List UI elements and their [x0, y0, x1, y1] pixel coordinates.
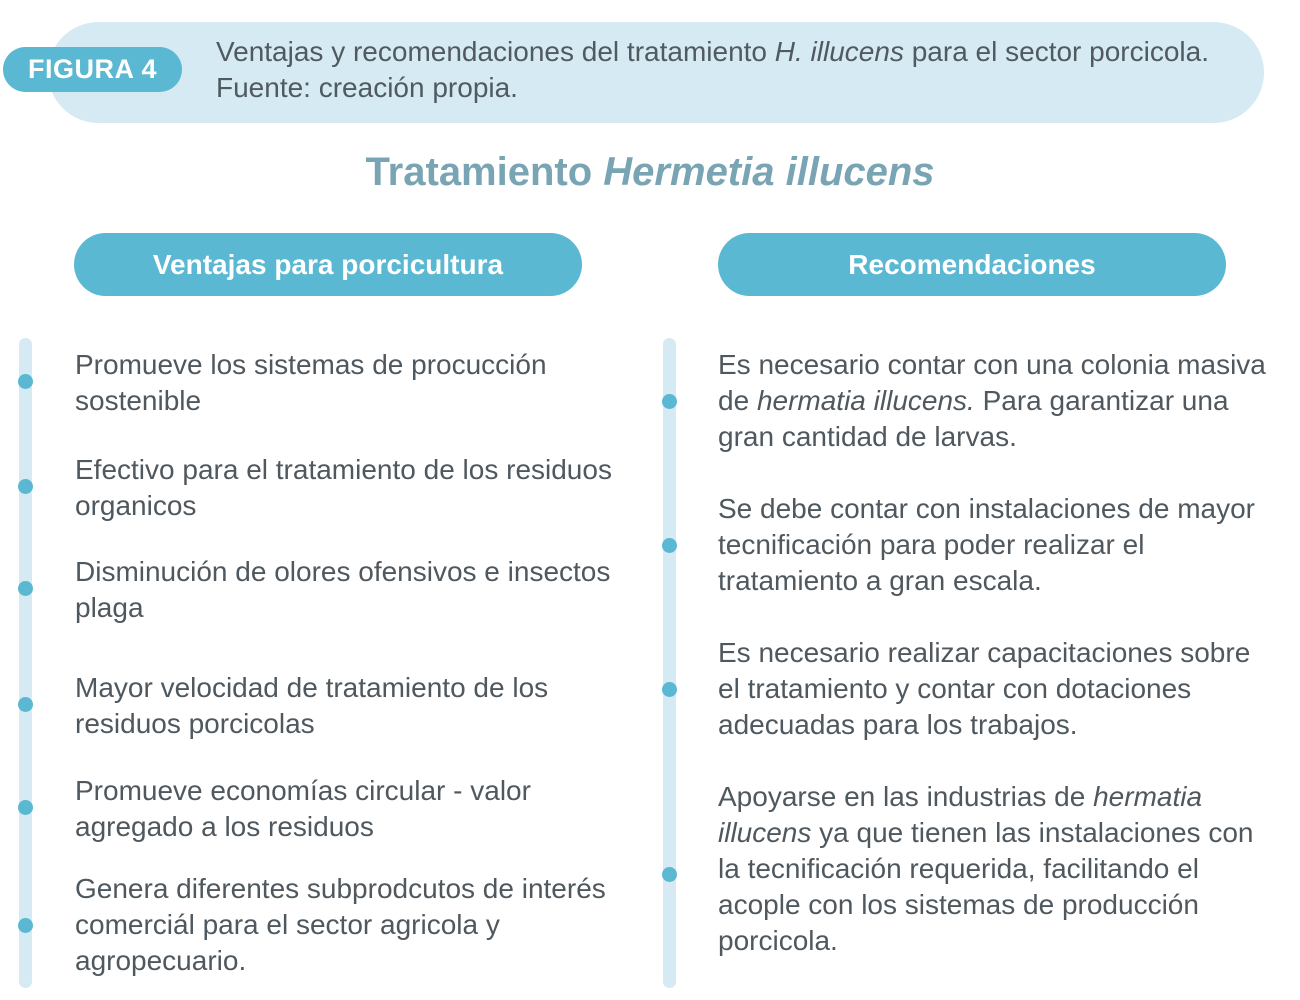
- caption-text-start: Ventajas y recomendaciones del tratamiento: [216, 36, 775, 67]
- recommendations-header: Recomendaciones: [718, 233, 1226, 296]
- recommendation-item: [718, 779, 1278, 959]
- recommendation-text: Es necesario contar con una colonia masiva de: [718, 349, 1266, 416]
- title-plain: Tratamiento: [365, 150, 604, 194]
- recommendation-text: Apoyarse en las industrias de: [718, 781, 1094, 812]
- figure-badge: FIGURA 4: [3, 47, 182, 92]
- recommendations-timeline-track: [663, 338, 676, 988]
- recommendation-species: hermatia illucens: [718, 781, 1203, 848]
- advantage-item: Promueve economías circular - valor agregado a los residuos: [75, 775, 531, 842]
- timeline-dot: [662, 682, 677, 697]
- caption-text-end: para el sector porcicola. Fuente: creación propia.: [216, 36, 1209, 103]
- advantages-header: Ventajas para porcicultura: [74, 233, 582, 296]
- timeline-dot: [18, 918, 33, 933]
- title-species: Hermetia illucens: [603, 150, 935, 194]
- recommendation-species: hermatia illucens.: [756, 385, 975, 416]
- timeline-dot: [18, 374, 33, 389]
- recommendation-text: ya que tienen las instalaciones con la tecnificación requerida, facilitando el acople con los sistemas de producción porcicola.: [718, 817, 1254, 956]
- timeline-dot: [18, 697, 33, 712]
- caption-species: H. illucens: [774, 36, 904, 67]
- advantage-item: Disminución de olores ofensivos e insectos plaga: [75, 556, 611, 623]
- page-title: [0, 148, 1300, 196]
- advantage-item: Promueve los sistemas de procucción sostenible: [75, 349, 547, 416]
- timeline-dot: [18, 581, 33, 596]
- timeline-dot: [18, 800, 33, 815]
- recommendation-item: [718, 347, 1278, 455]
- recommendation-item: Es necesario realizar capacitaciones sobre el tratamiento y contar con dotaciones adecuadas para los trabajos.: [718, 637, 1251, 740]
- recommendation-item: Se debe contar con instalaciones de mayor tecnificación para poder realizar el tratamiento a gran escala.: [718, 493, 1255, 596]
- advantage-item: Mayor velocidad de tratamiento de los residuos porcicolas: [75, 672, 549, 739]
- timeline-dot: [662, 394, 677, 409]
- timeline-dot: [662, 867, 677, 882]
- figure-caption: [216, 34, 1216, 106]
- timeline-dot: [662, 538, 677, 553]
- advantage-item: Efectivo para el tratamiento de los residuos organicos: [75, 454, 612, 521]
- advantages-timeline-track: [19, 338, 32, 988]
- advantage-item: Genera diferentes subprodcutos de interés comerciál para el sector agricola y agropecuario.: [75, 873, 606, 976]
- recommendation-text: Para garantizar una gran cantidad de larvas.: [718, 385, 1229, 452]
- timeline-dot: [18, 479, 33, 494]
